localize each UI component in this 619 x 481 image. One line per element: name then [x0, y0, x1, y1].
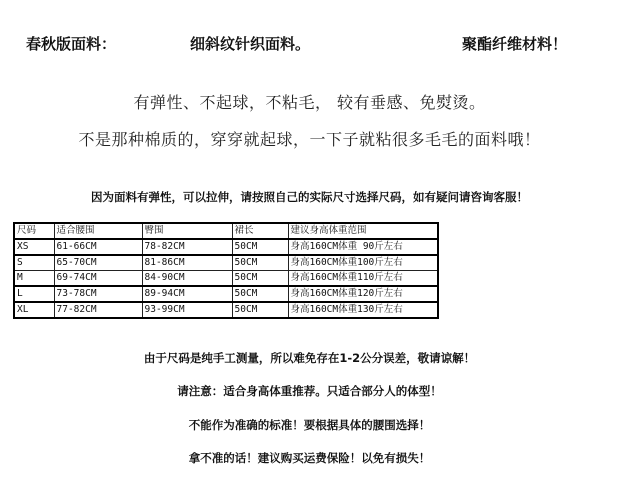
cell-recommend: 身高160CM体重100斤左右: [288, 255, 438, 271]
cell-waist: 65-70CM: [54, 255, 142, 271]
measurement-error-note: 由于尺码是纯手工测量，所以难免存在1-2公分误差，敬请谅解！: [143, 351, 476, 365]
fit-recommendation-note: 请注意：适合身高体重推荐。只适合部分人的体型！: [177, 384, 442, 398]
cell-size: M: [14, 271, 54, 287]
table-row: [14, 302, 438, 318]
cell-length: 50CM: [232, 239, 288, 255]
cell-hip: 89-94CM: [142, 286, 232, 302]
table-row: [14, 239, 438, 255]
cell-length: 50CM: [232, 302, 288, 318]
table-row: [14, 271, 438, 287]
cell-waist: 61-66CM: [54, 239, 142, 255]
table-row: [14, 255, 438, 271]
cell-recommend: 身高160CM体重 90斤左右: [288, 239, 438, 255]
shipping-insurance-note: 拿不准的话！建议购买运费保险！以免有损失！: [188, 451, 431, 465]
size-advice: 因为面料有弹性，可以拉伸，请按照自己的实际尺寸选择尺码，如有疑问请咨询客服！: [91, 190, 528, 204]
cell-size: XS: [14, 239, 54, 255]
cell-length: 50CM: [232, 286, 288, 302]
cell-recommend: 身高160CM体重110斤左右: [288, 271, 438, 287]
cell-size: S: [14, 255, 54, 271]
cell-hip: 84-90CM: [142, 271, 232, 287]
cell-hip: 93-99CM: [142, 302, 232, 318]
size-table: [13, 222, 439, 319]
cell-hip: 78-82CM: [142, 239, 232, 255]
header-length: 裙长: [232, 223, 288, 239]
fabric-season: 春秋版面料：: [26, 35, 117, 53]
fabric-weave: 细斜纹针织面料。: [190, 35, 311, 53]
cell-size: L: [14, 286, 54, 302]
cell-recommend: 身高160CM体重120斤左右: [288, 286, 438, 302]
cotton-comparison: 不是那种棉质的，穿穿就起球，一下子就粘很多毛毛的面料哦！: [78, 130, 541, 149]
cell-size: XL: [14, 302, 54, 318]
cell-length: 50CM: [232, 271, 288, 287]
header-hip: 臀围: [142, 223, 232, 239]
cell-waist: 69-74CM: [54, 271, 142, 287]
reference-only-note: 不能作为准确的标准！要根据具体的腰围选择！: [188, 418, 431, 432]
header-waist: 适合腰围: [54, 223, 142, 239]
cell-waist: 77-82CM: [54, 302, 142, 318]
cell-recommend: 身高160CM体重130斤左右: [288, 302, 438, 318]
cell-waist: 73-78CM: [54, 286, 142, 302]
cell-hip: 81-86CM: [142, 255, 232, 271]
elastic-features: 有弹性、不起球，不粘毛， 较有垂感、免熨烫。: [133, 93, 486, 112]
header-size: 尺码: [14, 223, 54, 239]
header-recommend: 建议身高体重范围: [288, 223, 438, 239]
cell-length: 50CM: [232, 255, 288, 271]
fabric-fiber: 聚酯纤维材料！: [462, 35, 568, 53]
size-table-header-row: [14, 223, 438, 239]
table-row: [14, 286, 438, 302]
